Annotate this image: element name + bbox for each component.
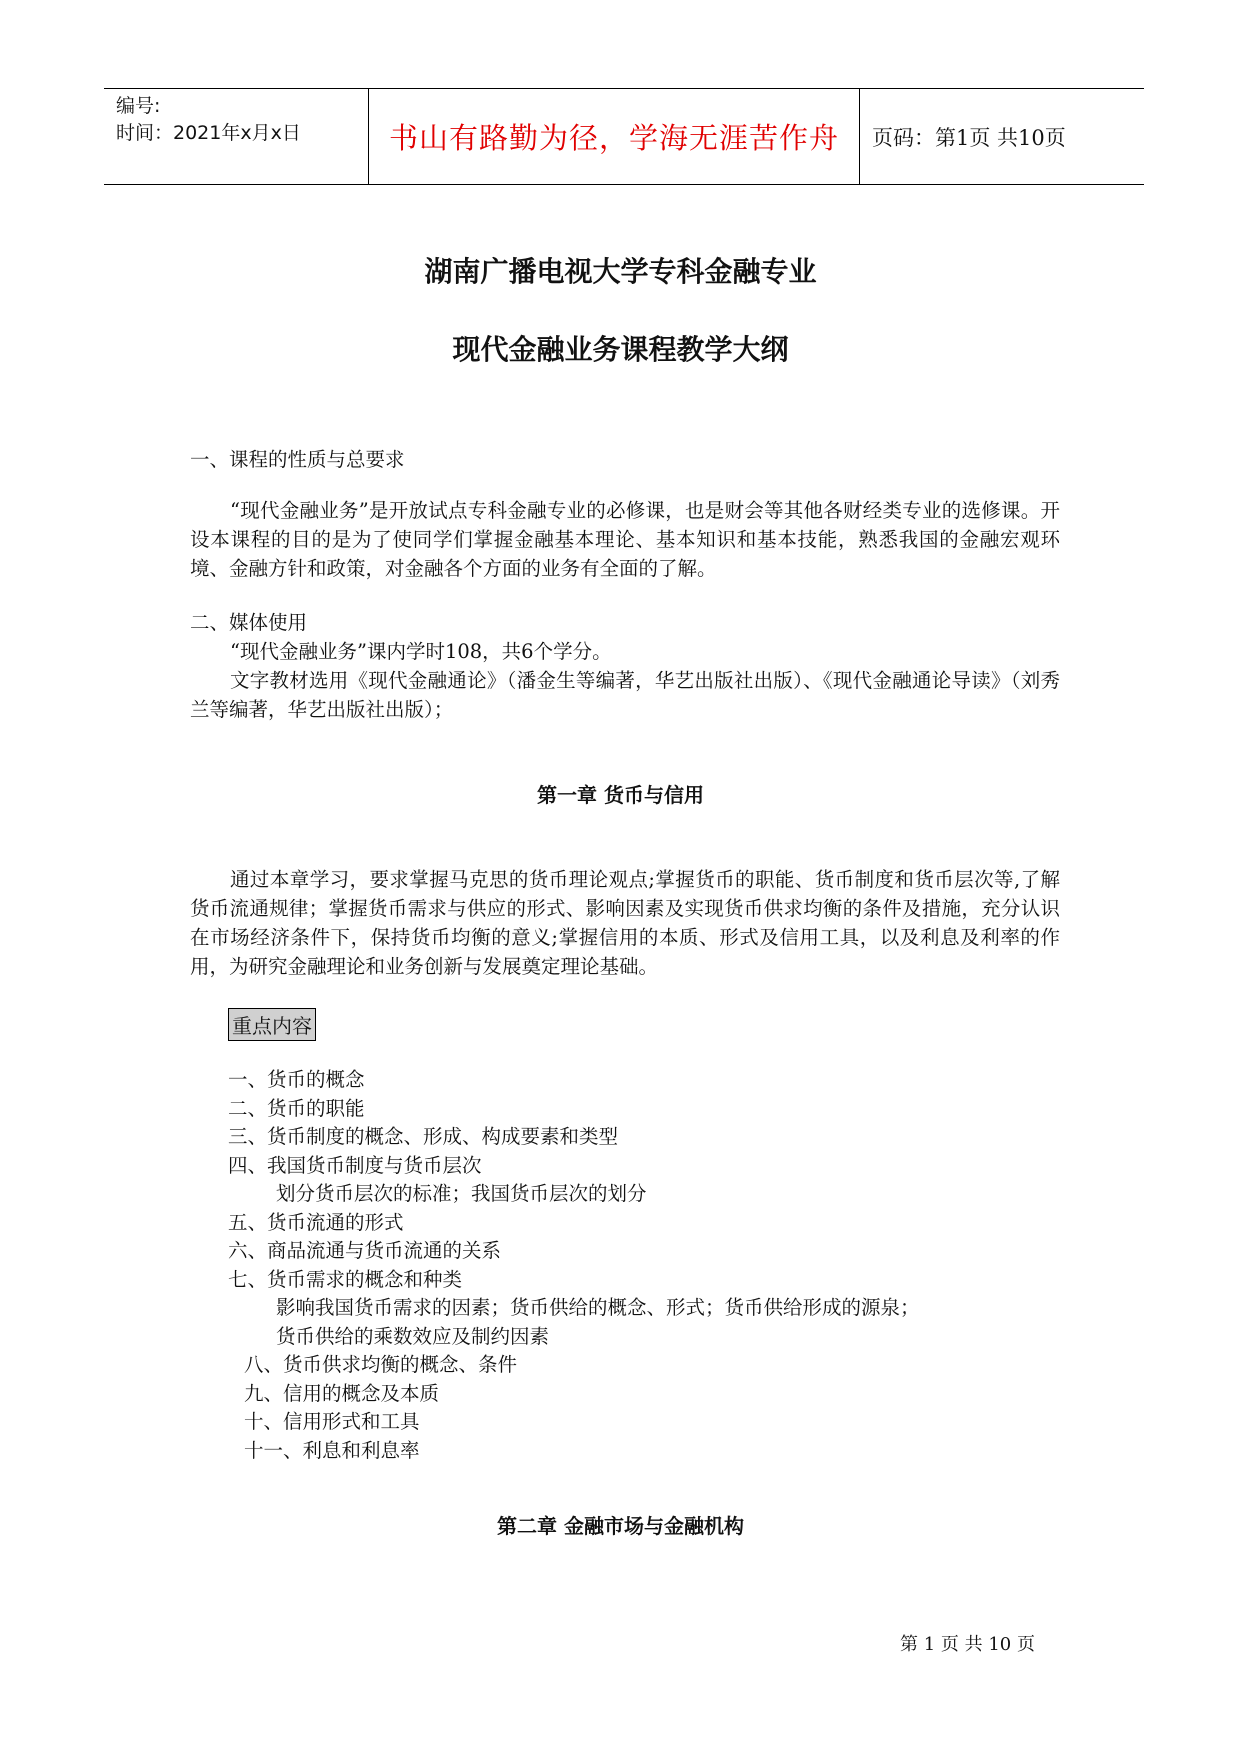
motto: 书山有路勤为径，学海无涯苦作舟	[369, 89, 860, 184]
section2-line2: 文字教材选用《现代金融通论》（潘金生等编著，华艺出版社出版）、《现代金融通论导读》（刘秀兰等编著，华艺出版社出版）；	[190, 669, 1060, 721]
header-table	[104, 88, 1144, 185]
number-label: 编号:	[116, 95, 161, 117]
page-info: 页码：第1页 共10页	[872, 125, 1066, 150]
list-item: 十、信用形式和工具	[244, 1410, 420, 1433]
list-item: 十一、利息和利息率	[244, 1438, 420, 1462]
list-item: 货币供给的乘数效应及制约因素	[276, 1324, 550, 1348]
list-item: 七、货币需求的概念和种类	[228, 1267, 463, 1291]
list-item: 一、货币的概念	[228, 1068, 365, 1091]
chapter2-title: 第二章 金融市场与金融机构	[497, 1514, 744, 1538]
list-item: 九、信用的概念及本质	[244, 1381, 440, 1405]
title-line-2: 现代金融业务课程教学大纲	[452, 333, 789, 366]
list-item: 划分货币层次的标准；我国货币层次的划分	[276, 1182, 647, 1205]
page-footer: 第 1 页 共 10 页	[900, 1634, 1035, 1655]
key-content-list	[228, 1066, 920, 1465]
list-item: 影响我国货币需求的因素；货币供给的概念、形式；货币供给形成的源泉；	[276, 1296, 920, 1319]
chapter1-intro: 通过本章学习，要求掌握马克思的货币理论观点;掌握货币的职能、货币制度和货币层次等,了解货币流通规律；掌握货币需求与供应的形式、影响因素及实现货币供求均衡的条件及措施，充分认识在市场经济条件下，保持货币均衡的意义;掌握信用的本质、形式及信用工具，以及利息及利率的作用，为研究金融理论和业务创新与发展奠定理论基础。	[190, 868, 1060, 978]
list-item: 五、货币流通的形式	[228, 1210, 404, 1234]
list-item: 八、货币供求均衡的概念、条件	[244, 1353, 518, 1376]
header-left-cell	[104, 89, 369, 184]
section1-heading: 一、课程的性质与总要求	[190, 448, 405, 471]
title-line-1: 湖南广播电视大学专科金融专业	[424, 255, 817, 288]
section2-line1: “现代金融业务”课内学时108，共6个学分。	[230, 640, 612, 663]
list-item: 二、货币的职能	[228, 1096, 365, 1120]
list-item: 四、我国货币制度与货币层次	[228, 1153, 482, 1177]
section2-heading: 二、媒体使用	[190, 611, 308, 634]
time-label: 时间：2021年x月x日	[116, 122, 301, 144]
list-item: 三、货币制度的概念、形成、构成要素和类型	[228, 1125, 619, 1148]
key-content-label: 重点内容	[228, 1008, 316, 1041]
section1-text: “现代金融业务”是开放试点专科金融专业的必修课，也是财会等其他各财经类专业的选修课。开设本课程的目的是为了使同学们掌握金融基本理论、基本知识和基本技能，熟悉我国的金融宏观环境、金融方针和政策，对金融各个方面的业务有全面的了解。	[190, 499, 1060, 580]
list-item: 六、商品流通与货币流通的关系	[228, 1239, 502, 1262]
chapter1-title: 第一章 货币与信用	[537, 783, 704, 807]
